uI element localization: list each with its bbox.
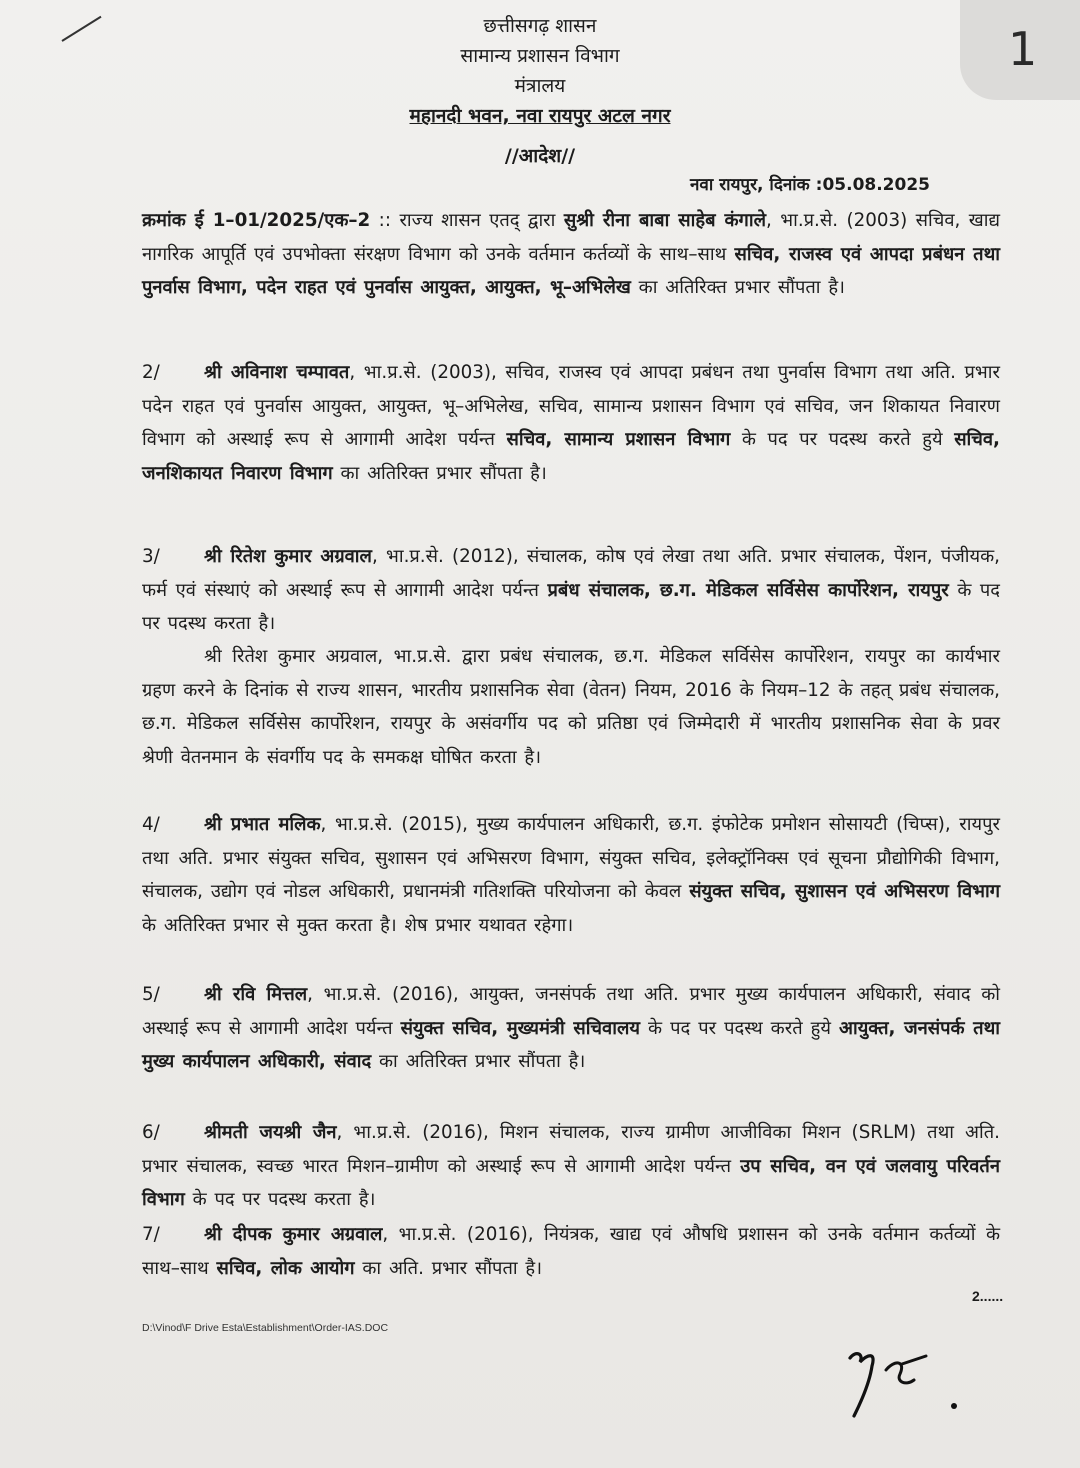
order-number: क्रमांक ई 1–01/2025/एक–2 (142, 210, 371, 231)
p1-text-2: , भा.प्र.से. (2003) सचिव, खाद्य नागरिक आपूर्ति एवं उपभोक्ता संरक्षण विभाग को उनके वर्तमान कर्तव्यों के साथ–साथ (142, 210, 1000, 265)
header-department: सामान्य प्रशासन विभाग (460, 45, 620, 67)
paragraph-7 (142, 1218, 1000, 1285)
header-government: छत्तीसगढ़ शासन (483, 15, 597, 37)
p4-relieved-charge: संयुक्त सचिव, सुशासन एवं अभिसरण विभाग (689, 881, 1000, 902)
p2-text-1: , भा.प्र.से. (2003), सचिव, राजस्व एवं आपदा प्रबंधन तथा पुनर्वास विभाग तथा अति. प्रभार पदेन राहत एवं पुनर्वास आयुक्त, आयुक्त, भू–अभिलेख, सचिव, सामान्य प्रशासन विभाग एवं सचिव, जन शिकायत निवारण विभाग को अस्थाई रूप से आगामी आदेश पर्यन्त (142, 362, 1000, 450)
p6-posting: उप सचिव, वन एवं जलवायु परिवर्तन विभाग (142, 1155, 1000, 1210)
date-line: नवा रायपुर, दिनांक :05.08.2025 (690, 175, 930, 195)
paragraph-4 (142, 808, 1000, 942)
p3-number: 3/ (142, 546, 160, 567)
p7-officer-name: श्री दीपक कुमार अग्रवाल (204, 1224, 383, 1245)
p2-text-3: का अतिरिक्त प्रभार सौंपता है। (332, 462, 547, 484)
p1-officer-name: सुश्री रीना बाबा साहेब कंगाले (563, 210, 766, 231)
p5-text-3: का अतिरिक्त प्रभार सौंपता है। (371, 1051, 586, 1072)
p4-number: 4/ (142, 814, 160, 835)
p2-posting: सचिव, सामान्य प्रशासन विभाग (506, 429, 731, 450)
p5-posting: संयुक्त सचिव, मुख्यमंत्री सचिवालय (400, 1017, 640, 1039)
paragraph-3b (142, 640, 1000, 774)
p1-text-1: :: राज्य शासन एतद् द्वारा (370, 210, 564, 231)
p2-additional-charge: सचिव, जनशिकायत निवारण विभाग (142, 429, 1000, 484)
paragraph-1 (142, 204, 1000, 305)
p3b-text: श्री रितेश कुमार अग्रवाल, भा.प्र.से. द्वारा प्रबंध संचालक, छ.ग. मेडिकल सर्विसेस कार्पोरेशन, रायपुर का कार्यभार ग्रहण करने के दिनांक से राज्य शासन, भारतीय प्रशासनिक सेवा (वेतन) नियम, 2016 के नियम–12 के तहत् प्रबंध संचालक, छ.ग. मेडिकल सर्विसेस कार्पोरेशन, रायपुर के असंवर्गीय पद को प्रतिष्ठा एवं जिम्मेदारी में भारतीय प्रशासनिक सेवा के प्रवर श्रेणी वेतनमान के संवर्गीय पद के समकक्ष घोषित करता है। (142, 646, 1000, 768)
header-ministry: मंत्रालय (514, 75, 566, 97)
p3-posting: प्रबंध संचालक, छ.ग. मेडिकल सर्विसेस कार्पोरेशन, रायपुर (547, 579, 949, 601)
p6-text-1: , भा.प्र.से. (2016), मिशन संचालक, राज्य ग्रामीण आजीविका मिशन (SRLM) तथा अति. प्रभार संचालक, स्वच्छ भारत मिशन–ग्रामीण को अस्थाई रूप से आगामी आदेश पर्यन्त (142, 1122, 1000, 1177)
p5-additional-charge: आयुक्त, जनसंपर्क तथा मुख्य कार्यपालन अधिकारी, संवाद (142, 1017, 1000, 1072)
p5-officer-name: श्री रवि मित्तल (204, 984, 308, 1005)
p7-additional-charge: सचिव, लोक आयोग (216, 1257, 355, 1279)
p1-new-charge: सचिव, राजस्व एवं आपदा प्रबंधन तथा पुनर्वास विभाग, पदेन राहत एवं पुनर्वास आयुक्त, आयुक्त, भू–अभिलेख (142, 243, 1000, 298)
file-path-reference: D:\Vinod\F Drive Esta\Establishment\Order-IAS.DOC (142, 1322, 389, 1334)
p5-number: 5/ (142, 984, 160, 1005)
p2-text-2: के पद पर पदस्थ करते हुये (730, 429, 955, 450)
p3-text-1: , भा.प्र.से. (2012), संचालक, कोष एवं लेखा तथा अति. प्रभार संचालक, पेंशन, पंजीयक, फर्म एवं संस्थाएं को अस्थाई रूप से आगामी आदेश पर्यन्त (142, 546, 1000, 601)
page-number: 1 (1008, 22, 1038, 76)
paragraph-6 (142, 1116, 1000, 1217)
paragraph-3 (142, 540, 1000, 641)
p3-officer-name: श्री रितेश कुमार अग्रवाल (204, 546, 372, 567)
p4-text-2: के अतिरिक्त प्रभार से मुक्त करता है। शेष प्रभार यथावत रहेगा। (142, 914, 574, 936)
p2-number: 2/ (142, 362, 160, 383)
p6-text-2: के पद पर पदस्थ करता है। (184, 1189, 376, 1210)
p5-text-1: , भा.प्र.से. (2016), आयुक्त, जनसंपर्क तथा अति. प्रभार मुख्य कार्यपालन अधिकारी, संवाद को अस्थाई रूप से आगामी आदेश पर्यन्त (142, 984, 1000, 1039)
p6-officer-name: श्रीमती जयश्री जैन (204, 1122, 337, 1143)
p2-officer-name: श्री अविनाश चम्पावत (204, 362, 350, 383)
handwritten-signature (842, 1336, 982, 1426)
p5-text-2: के पद पर पदस्थ करते हुये (639, 1017, 840, 1039)
paragraph-5 (142, 978, 1000, 1079)
order-title: //आदेश// (504, 145, 576, 167)
p4-text-1: , भा.प्र.से. (2015), मुख्य कार्यपालन अधिकारी, छ.ग. इंफोटेक प्रमोशन सोसायटी (चिप्स), रायपुर तथा अति. प्रभार संयुक्त सचिव, सुशासन एवं अभिसरण विभाग, संयुक्त सचिव, इलेक्ट्रॉनिक्स एवं सूचना प्रौद्योगिकी विभाग, संचालक, उद्योग एवं नोडल अधिकारी, प्रधानमंत्री गतिशक्ति परियोजना को केवल (142, 814, 1000, 902)
p7-number: 7/ (142, 1224, 160, 1245)
p4-officer-name: श्री प्रभात मलिक (204, 814, 321, 835)
p7-text-1: , भा.प्र.से. (2016), नियंत्रक, खाद्य एवं औषधि प्रशासन को उनके वर्तमान कर्तव्यों के साथ–साथ (142, 1224, 1000, 1279)
header-address: महानदी भवन, नवा रायपुर अटल नगर (409, 105, 671, 127)
paragraph-2 (142, 356, 1000, 490)
p1-text-3: का अतिरिक्त प्रभार सौंपता है। (630, 277, 845, 298)
continued-marker: 2...... (972, 1288, 1004, 1304)
p6-number: 6/ (142, 1122, 160, 1143)
p3-text-2: के पद पर पदस्थ करता है। (142, 579, 1001, 634)
p7-text-2: का अति. प्रभार सौंपता है। (354, 1257, 543, 1279)
